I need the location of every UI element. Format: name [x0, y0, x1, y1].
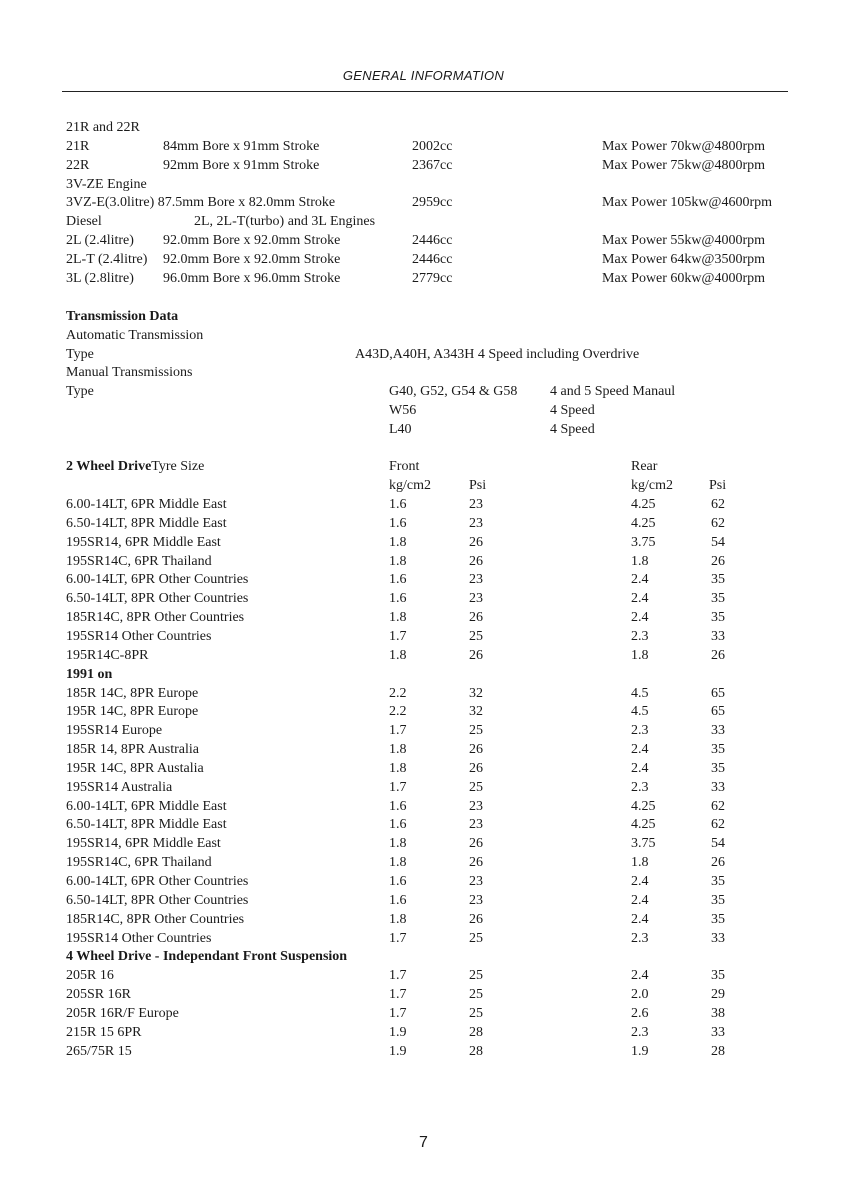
front-psi: 28: [469, 1025, 483, 1040]
front-kg: 1.7: [389, 931, 407, 946]
tyre-size: 185R14C, 8PR Other Countries: [66, 610, 245, 625]
tyre-size: 195SR14C, 6PR Thailand: [66, 855, 212, 870]
rear-psi: 62: [711, 817, 725, 832]
front-psi: 25: [469, 968, 483, 983]
tyre-size: 205SR 16R: [66, 987, 131, 1002]
manual-speeds: 4 and 5 Speed Manaul: [550, 384, 676, 399]
rear-psi: 35: [711, 912, 725, 927]
front-kg: 1.6: [389, 516, 407, 531]
engine-2l-bore: 92.0mm Bore x 92.0mm Stroke: [163, 233, 341, 248]
engine-21r-bore: 84mm Bore x 91mm Stroke: [163, 139, 320, 154]
rear-psi: 26: [711, 855, 725, 870]
front-kg: 1.6: [389, 817, 407, 832]
rear-psi: 62: [711, 799, 725, 814]
front-psi: 25: [469, 987, 483, 1002]
manual-speeds: 4 Speed: [550, 422, 595, 437]
rear-psi: 35: [711, 761, 725, 776]
front-psi: 23: [469, 799, 483, 814]
auto-transmission-title: Automatic Transmission: [66, 328, 204, 343]
manual-model: L40: [389, 422, 412, 437]
tyre-size: 265/75R 15: [66, 1044, 132, 1059]
rear-kg: 2.3: [631, 629, 649, 644]
front-psi: 23: [469, 516, 483, 531]
tyre-size: 195SR14 Europe: [66, 723, 163, 738]
rear-psi: 35: [711, 742, 725, 757]
tyre-size: 6.50-14LT, 8PR Middle East: [66, 817, 227, 832]
manual-model: W56: [389, 403, 417, 418]
rear-psi: 35: [711, 591, 725, 606]
front-kg: 1.7: [389, 723, 407, 738]
front-kg: 1.8: [389, 610, 407, 625]
front-kg: 1.8: [389, 912, 407, 927]
tyre-size: 6.00-14LT, 6PR Other Countries: [66, 572, 249, 587]
engine-3l-cc: 2779cc: [412, 271, 453, 286]
rear-psi: 35: [711, 874, 725, 889]
engine-22r-bore: 92mm Bore x 91mm Stroke: [163, 158, 320, 173]
rear-kg: 2.3: [631, 931, 649, 946]
rear-psi: 35: [711, 610, 725, 625]
tyre-size: 195SR14 Australia: [66, 780, 173, 795]
tyre-size: 195SR14, 6PR Middle East: [66, 535, 221, 550]
tyre-size: 195SR14 Other Countries: [66, 629, 212, 644]
front-psi: 23: [469, 874, 483, 889]
manual-speeds: 4 Speed: [550, 403, 595, 418]
page-number: 7: [419, 1134, 428, 1151]
tyre-size: 6.00-14LT, 6PR Other Countries: [66, 874, 249, 889]
tyre-size: 215R 15 6PR: [66, 1025, 142, 1040]
front-psi: 32: [469, 704, 483, 719]
tyre-size: 6.00-14LT, 6PR Middle East: [66, 497, 227, 512]
front-psi: 26: [469, 855, 483, 870]
engine-3vze-name: 3VZ-E(3.0litre) 87.5mm Bore x 82.0mm Stroke: [66, 195, 336, 210]
front-psi: 26: [469, 554, 483, 569]
tyre-size: 185R 14C, 8PR Europe: [66, 686, 199, 701]
rear-kg: 2.3: [631, 780, 649, 795]
rear-psi: 65: [711, 686, 725, 701]
front-kg: 1.6: [389, 572, 407, 587]
rear-kg: 4.25: [631, 516, 656, 531]
engine-diesel-label: Diesel: [66, 214, 102, 229]
front-kg: 1.6: [389, 893, 407, 908]
front-kg: 1.6: [389, 591, 407, 606]
front-kg-unit: kg/cm2: [389, 478, 431, 493]
rear-psi: 35: [711, 572, 725, 587]
rear-kg: 2.4: [631, 742, 649, 757]
rear-psi: 33: [711, 723, 725, 738]
front-psi: 23: [469, 893, 483, 908]
front-kg: 1.7: [389, 987, 407, 1002]
rear-psi: 26: [711, 648, 725, 663]
front-psi: 23: [469, 817, 483, 832]
tyre-size: 185R14C, 8PR Other Countries: [66, 912, 245, 927]
front-kg: 1.6: [389, 874, 407, 889]
front-kg: 2.2: [389, 704, 407, 719]
engine-22r-power: Max Power 75kw@4800rpm: [602, 158, 765, 173]
front-kg: 1.8: [389, 836, 407, 851]
front-psi: 25: [469, 1006, 483, 1021]
rear-psi: 29: [711, 987, 725, 1002]
rear-psi: 65: [711, 704, 725, 719]
front-kg: 1.8: [389, 554, 407, 569]
rear-psi: 54: [711, 535, 725, 550]
tyre-size: 6.50-14LT, 8PR Middle East: [66, 516, 227, 531]
tyre-title-rest: Tyre Size: [151, 459, 205, 474]
tyre-subheading: 4 Wheel Drive - Independant Front Suspension: [66, 949, 348, 964]
front-kg: 1.7: [389, 1006, 407, 1021]
front-kg: 1.6: [389, 497, 407, 512]
engine-2lt-power: Max Power 64kw@3500rpm: [602, 252, 765, 267]
front-kg: 1.8: [389, 761, 407, 776]
engine-group-21r-22r: 21R and 22R: [66, 120, 140, 135]
front-kg: 1.9: [389, 1025, 407, 1040]
rear-kg: 4.25: [631, 817, 656, 832]
tyre-size: 195R 14C, 8PR Austalia: [66, 761, 204, 776]
front-kg: 1.7: [389, 629, 407, 644]
rear-psi: 33: [711, 931, 725, 946]
engine-2l-cc: 2446cc: [412, 233, 453, 248]
rear-psi: 38: [711, 1006, 725, 1021]
tyre-subheading: 1991 on: [66, 667, 113, 682]
engine-diesel-desc: 2L, 2L-T(turbo) and 3L Engines: [194, 214, 376, 229]
engine-2lt-cc: 2446cc: [412, 252, 453, 267]
front-kg: 1.8: [389, 855, 407, 870]
front-psi: 26: [469, 836, 483, 851]
front-psi: 26: [469, 912, 483, 927]
rear-kg: 1.8: [631, 855, 649, 870]
rear-psi: 35: [711, 968, 725, 983]
transmission-title: Transmission Data: [66, 309, 179, 324]
rear-psi: 28: [711, 1044, 725, 1059]
tyre-size: 195SR14, 6PR Middle East: [66, 836, 221, 851]
front-psi: 26: [469, 535, 483, 550]
header-rule: [62, 91, 788, 92]
rear-kg: 3.75: [631, 836, 656, 851]
rear-psi: 62: [711, 516, 725, 531]
rear-kg: 1.8: [631, 554, 649, 569]
rear-kg: 2.4: [631, 610, 649, 625]
rear-kg: 2.6: [631, 1006, 649, 1021]
manual-model: G40, G52, G54 & G58: [389, 384, 518, 399]
engine-2lt-name: 2L-T (2.4litre): [66, 252, 148, 267]
front-kg: 1.6: [389, 799, 407, 814]
tyre-size: 195SR14 Other Countries: [66, 931, 212, 946]
tyre-section-title: [66, 460, 204, 474]
rear-kg: 2.4: [631, 761, 649, 776]
rear-kg: 4.5: [631, 686, 649, 701]
front-psi: 25: [469, 931, 483, 946]
tyre-title-bold: 2 Wheel Drive: [66, 459, 152, 474]
page-header: GENERAL INFORMATION: [342, 68, 505, 83]
tyre-size: 6.00-14LT, 6PR Middle East: [66, 799, 227, 814]
tyre-size: 205R 16R/F Europe: [66, 1006, 179, 1021]
engine-22r-name: 22R: [66, 158, 90, 173]
rear-psi: 35: [711, 893, 725, 908]
engine-3vze-power: Max Power 105kw@4600rpm: [602, 195, 772, 210]
rear-psi: 33: [711, 629, 725, 644]
front-psi: 32: [469, 686, 483, 701]
rear-kg: 2.4: [631, 874, 649, 889]
engine-3l-name: 3L (2.8litre): [66, 271, 134, 286]
rear-kg: 2.0: [631, 987, 649, 1002]
tyre-size: 195R14C-8PR: [66, 648, 149, 663]
front-psi: 23: [469, 572, 483, 587]
front-kg: 2.2: [389, 686, 407, 701]
tyre-size: 205R 16: [66, 968, 114, 983]
tyre-size: 6.50-14LT, 8PR Other Countries: [66, 893, 249, 908]
engine-3vze-cc: 2959cc: [412, 195, 453, 210]
front-psi: 25: [469, 723, 483, 738]
rear-kg: 4.5: [631, 704, 649, 719]
rear-psi: 33: [711, 1025, 725, 1040]
front-kg: 1.9: [389, 1044, 407, 1059]
front-kg: 1.8: [389, 535, 407, 550]
tyre-size: 195SR14C, 6PR Thailand: [66, 554, 212, 569]
engine-2l-name: 2L (2.4litre): [66, 233, 134, 248]
front-psi-unit: Psi: [469, 478, 487, 493]
engine-3l-bore: 96.0mm Bore x 96.0mm Stroke: [163, 271, 341, 286]
tyre-size: 195R 14C, 8PR Europe: [66, 704, 199, 719]
front-psi: 26: [469, 610, 483, 625]
rear-kg: 2.4: [631, 893, 649, 908]
rear-kg: 4.25: [631, 799, 656, 814]
front-psi: 23: [469, 497, 483, 512]
tyre-size: 6.50-14LT, 8PR Other Countries: [66, 591, 249, 606]
rear-kg: 2.4: [631, 572, 649, 587]
front-psi: 25: [469, 780, 483, 795]
front-psi: 26: [469, 761, 483, 776]
engine-21r-power: Max Power 70kw@4800rpm: [602, 139, 765, 154]
engine-22r-cc: 2367cc: [412, 158, 453, 173]
rear-kg: 2.3: [631, 723, 649, 738]
engine-2lt-bore: 92.0mm Bore x 92.0mm Stroke: [163, 252, 341, 267]
engine-group-3vze: 3V-ZE Engine: [66, 177, 147, 192]
engine-2l-power: Max Power 55kw@4000rpm: [602, 233, 765, 248]
rear-psi-unit: Psi: [709, 478, 727, 493]
engine-21r-name: 21R: [66, 139, 90, 154]
manual-transmission-title: Manual Transmissions: [66, 365, 193, 380]
rear-psi: 54: [711, 836, 725, 851]
front-psi: 23: [469, 591, 483, 606]
engine-3l-power: Max Power 60kw@4000rpm: [602, 271, 765, 286]
front-psi: 28: [469, 1044, 483, 1059]
auto-type-value: A43D,A40H, A343H 4 Speed including Overdrive: [355, 347, 640, 362]
manual-type-label: Type: [66, 384, 94, 399]
tyre-size: 185R 14, 8PR Australia: [66, 742, 200, 757]
rear-kg: 1.8: [631, 648, 649, 663]
auto-type-label: Type: [66, 347, 94, 362]
rear-kg: 2.3: [631, 1025, 649, 1040]
rear-psi: 33: [711, 780, 725, 795]
front-psi: 26: [469, 648, 483, 663]
engine-21r-cc: 2002cc: [412, 139, 453, 154]
front-kg: 1.7: [389, 968, 407, 983]
rear-kg: 2.4: [631, 968, 649, 983]
front-kg: 1.8: [389, 648, 407, 663]
rear-kg: 4.25: [631, 497, 656, 512]
rear-psi: 26: [711, 554, 725, 569]
front-kg: 1.8: [389, 742, 407, 757]
front-psi: 25: [469, 629, 483, 644]
rear-kg: 2.4: [631, 591, 649, 606]
front-psi: 26: [469, 742, 483, 757]
rear-kg-unit: kg/cm2: [631, 478, 673, 493]
rear-header: Rear: [631, 459, 658, 474]
rear-kg: 1.9: [631, 1044, 649, 1059]
rear-kg: 3.75: [631, 535, 656, 550]
front-header: Front: [389, 459, 420, 474]
front-kg: 1.7: [389, 780, 407, 795]
rear-psi: 62: [711, 497, 725, 512]
rear-kg: 2.4: [631, 912, 649, 927]
